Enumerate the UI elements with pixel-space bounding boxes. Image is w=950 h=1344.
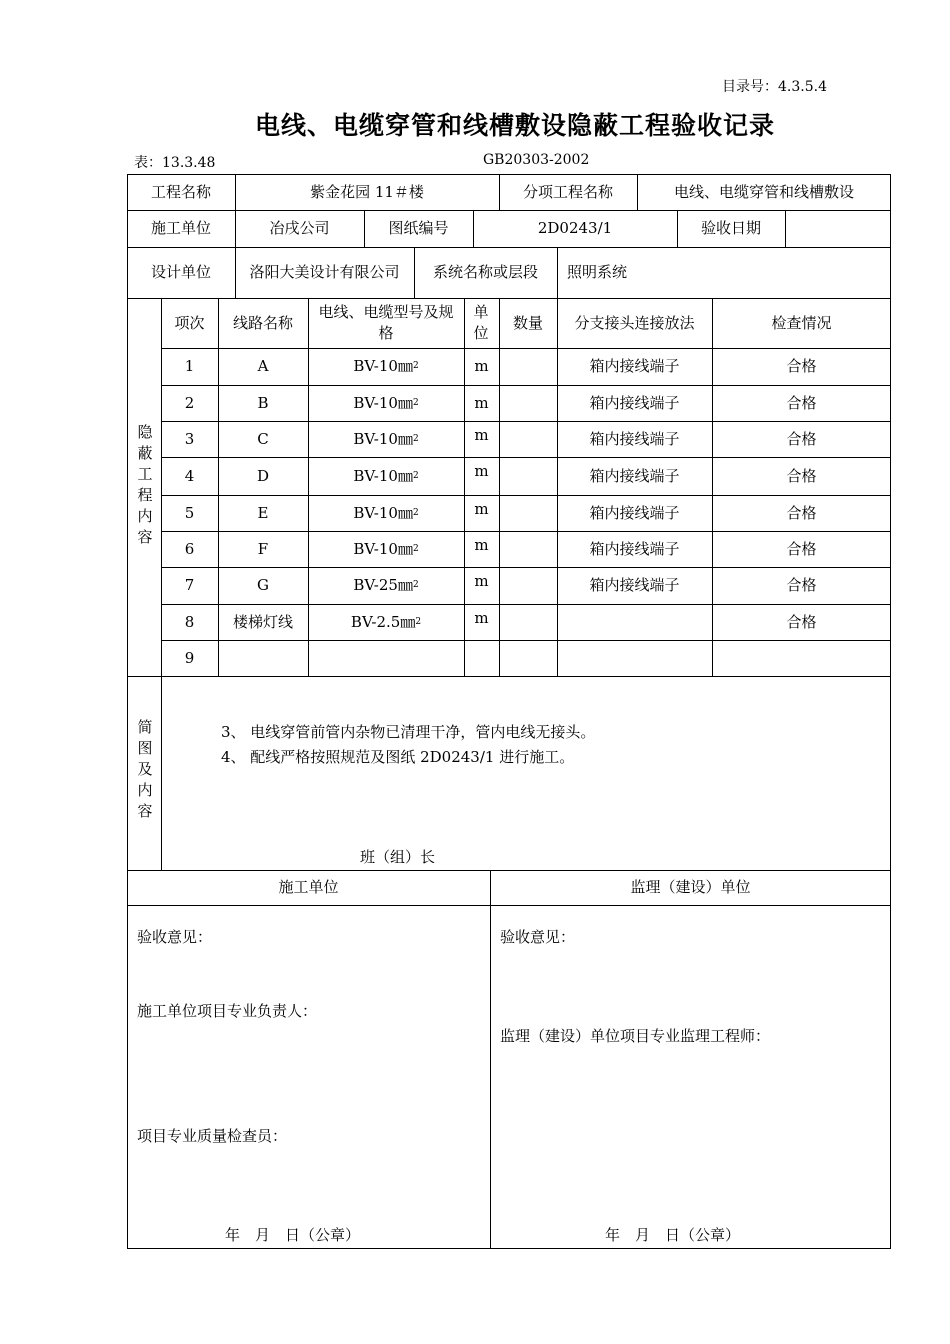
drawing-no-label: 图纸编号 [388,219,449,237]
note-item: 3、 电线穿管前管内杂物已清理干净，管内电线无接头。 [221,723,596,741]
supervisor-opinion-label: 验收意见： [500,928,576,946]
designer-value: 洛阳大美设计有限公司 [249,263,400,281]
row-6-spec [308,531,464,567]
spec-text: BV-10㎜ [353,393,413,412]
row-5-unit: m [474,500,489,518]
row-5-no: 5 [184,503,195,522]
row-8-qty [499,604,557,640]
row-3-line: C [257,429,269,448]
quality-inspector-label: 项目专业质量检查员： [137,1127,288,1145]
row-1-unit: m [474,357,489,375]
row-7-branch: 箱内接线端子 [589,576,680,594]
row-6-unit: m [474,536,489,554]
system-value: 照明系统 [567,263,628,281]
row-1-qty [499,348,557,385]
row-7-line: G [257,576,269,594]
row-7-qty [499,567,557,604]
row-3-qty [499,421,557,457]
system-label: 系统名称或层段 [432,263,538,281]
row-6-branch: 箱内接线端子 [589,539,680,558]
row-2-unit: m [474,393,489,412]
row-9-qty [499,640,557,676]
project-name-value: 紫金花园 11＃楼 [310,182,424,201]
bottom-right-header: 监理（建设）单位 [630,878,751,896]
row-3-check: 合格 [786,429,817,448]
row-7-no: 7 [184,576,195,594]
spec-text: BV-10㎜ [353,503,413,522]
col-header-spec: 电线、电缆型号及规格 [318,303,454,342]
row-8-unit: m [474,609,489,627]
sketch-label: 简图及内容 [135,718,154,824]
supervisor-date-seal: 年 月 日（公章） [605,1226,741,1244]
row-6-qty [499,531,557,567]
designer-label: 设计单位 [150,263,211,281]
row-7-spec [308,567,464,604]
row-9-spec [308,640,464,676]
row-4-unit: m [474,462,489,480]
subproject-label: 分项工程名称 [522,182,613,201]
row-1-branch: 箱内接线端子 [589,357,680,375]
notes-block [221,720,595,770]
row-9-check [712,640,891,676]
acceptance-date-value [785,210,891,247]
col-header-line-name: 线路名称 [232,313,293,332]
col-header-unit: 单位 [473,303,489,342]
drawing-no-value: 2D0243/1 [537,219,613,237]
row-4-check: 合格 [786,466,817,485]
row-1-check: 合格 [786,357,817,375]
contractor-value: 冶戌公司 [269,219,330,237]
row-2-no: 2 [184,393,195,412]
row-5-spec [308,495,464,531]
row-9-no: 9 [184,648,195,667]
row-5-check: 合格 [786,503,817,522]
row-3-unit: m [474,426,489,444]
row-6-line: F [257,539,269,558]
row-5-qty [499,495,557,531]
spec-superscript: 2 [412,580,419,590]
row-6-no: 6 [184,539,195,558]
row-4-no: 4 [184,466,195,485]
row-2-branch: 箱内接线端子 [589,393,680,412]
spec-text: BV-2.5㎜ [350,612,416,631]
spec-superscript: 2 [412,397,419,408]
spec-superscript: 2 [412,507,419,518]
acceptance-date-label: 验收日期 [700,219,761,237]
row-7-check: 合格 [786,576,817,594]
row-3-spec [308,421,464,457]
spec-superscript: 2 [415,616,422,627]
row-7-unit: m [474,572,489,590]
spec-text: BV-25㎜ [353,576,413,594]
note-item: 4、 配线严格按照规范及图纸 2D0243/1 进行施工。 [221,748,575,766]
team-leader-label: 班（组）长 [360,848,436,866]
subproject-value: 电线、电缆穿管和线槽敷设 [673,182,854,201]
col-header-branch: 分支接头连接放法 [574,313,695,332]
spec-superscript: 2 [412,361,419,371]
row-2-qty [499,385,557,421]
spec-text: BV-10㎜ [353,357,413,375]
supervisor-engineer-label: 监理（建设）单位项目专业监理工程师： [500,1027,771,1045]
row-8-no: 8 [184,612,195,631]
catalog-number: 目录号：4.3.5.4 [722,79,827,95]
spec-text: BV-10㎜ [353,429,413,448]
row-4-spec [308,457,464,495]
col-header-no: 项次 [174,313,205,332]
bottom-left-header: 施工单位 [278,878,339,896]
row-5-line: E [257,503,269,522]
row-9-line [218,640,308,676]
col-header-qty: 数量 [512,313,543,332]
page-title: 电线、电缆穿管和线槽敷设隐蔽工程验收记录 [254,111,775,140]
row-6-check: 合格 [786,539,817,558]
row-9-unit [464,640,499,676]
row-2-line: B [257,393,269,412]
row-1-line: A [257,357,269,375]
standard-code: GB20303-2002 [483,152,590,168]
spec-superscript: 2 [412,543,419,554]
hidden-works-label: 隐蔽工程内容 [135,424,154,550]
row-4-branch: 箱内接线端子 [589,466,680,485]
project-name-label: 工程名称 [150,182,211,201]
row-4-line: D [256,466,270,485]
contractor-date-seal: 年 月 日（公章） [225,1226,361,1244]
row-3-no: 3 [184,429,195,448]
contractor-manager-label: 施工单位项目专业负责人： [137,1002,318,1020]
col-header-check: 检查情况 [771,313,832,332]
form-number: 表：13.3.48 [134,155,216,171]
row-9-branch [557,640,712,676]
row-1-no: 1 [184,357,195,375]
row-8-branch [557,604,712,640]
contractor-label: 施工单位 [150,219,211,237]
spec-superscript: 2 [412,433,419,444]
row-3-branch: 箱内接线端子 [589,429,680,448]
row-2-spec [308,385,464,421]
contractor-opinion-label: 验收意见： [137,928,213,946]
row-8-spec [308,604,464,640]
spec-text: BV-10㎜ [353,539,413,558]
row-2-check: 合格 [786,393,817,412]
row-8-line: 楼梯灯线 [232,612,293,631]
row-4-qty [499,457,557,495]
spec-text: BV-10㎜ [353,466,413,485]
row-5-branch: 箱内接线端子 [589,503,680,522]
row-1-spec [308,348,464,385]
row-8-check: 合格 [786,612,817,631]
spec-superscript: 2 [412,470,419,481]
